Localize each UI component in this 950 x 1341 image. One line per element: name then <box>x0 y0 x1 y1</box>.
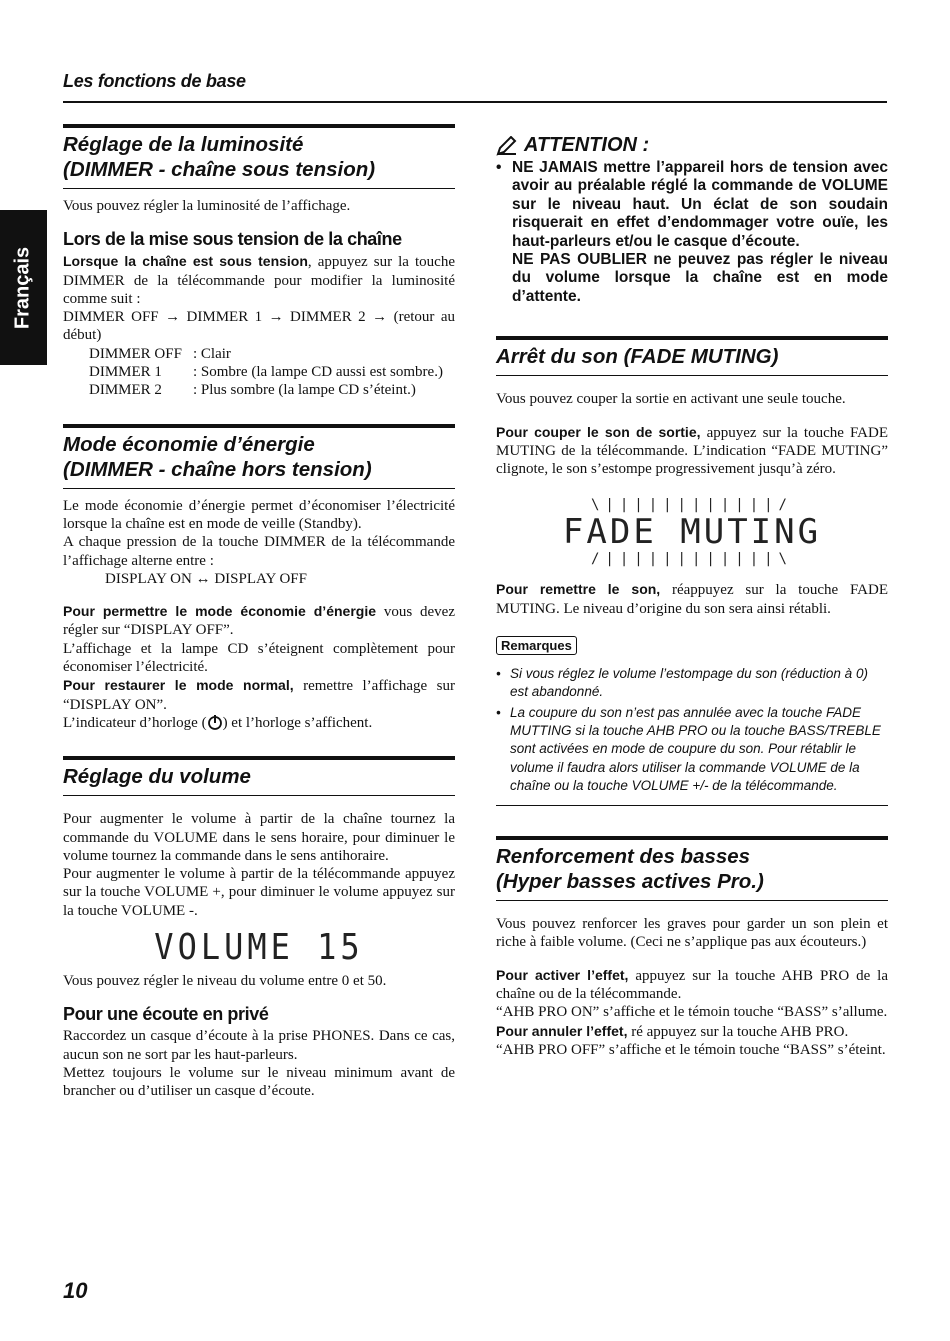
remark-text: Si vous réglez le volume l’estompage du son (réduction à 0) est abandonné. <box>510 666 868 700</box>
fade-muting-display <box>496 498 888 566</box>
bullet: • <box>496 159 502 176</box>
bullet: • <box>496 666 501 682</box>
header-rule <box>63 101 887 103</box>
bold-lead: Pour activer l’effet, <box>496 966 629 983</box>
dimmer-row <box>89 345 455 363</box>
paragraph <box>496 966 888 1004</box>
remark-item <box>496 704 888 795</box>
heading-line: Renforcement des basses <box>496 845 751 869</box>
text: remettre l’affichage sur “DISPLAY ON”. <box>63 678 455 713</box>
paragraph: “AHB PRO OFF” s’affiche et le témoin touche “BASS” s’éteint. <box>496 1041 886 1058</box>
heading-line: (DIMMER - chaîne hors tension) <box>63 457 372 481</box>
bold-lead: Lorsque la chaîne est sous tension <box>63 253 308 270</box>
attention-title: ATTENTION : <box>524 134 650 156</box>
dimmer-key: DIMMER 1 <box>89 364 162 381</box>
attention-heading <box>496 134 888 157</box>
heading-line: Réglage du volume <box>63 765 251 789</box>
paragraph <box>496 423 888 479</box>
fade-muting-text: FADE MUTING <box>562 512 822 553</box>
heading-line: (DIMMER - chaîne sous tension) <box>63 158 376 181</box>
bullet: • <box>496 704 501 720</box>
language-tab-label: Français <box>11 246 34 330</box>
bold-lead: Pour couper le son de sortie, <box>496 423 701 440</box>
paragraph: Vous pouvez renforcer les graves pour garder un son plein et riche à faible volume. (Ceci ne s’applique pas aux écouteurs.) <box>496 916 888 951</box>
paragraph: Vous pouvez couper la sortie en activant une seule touche. <box>496 391 846 408</box>
subheading: Lors de la mise sous tension de la chaîne <box>63 229 402 250</box>
paragraph: Pour augmenter le volume à partir de la chaîne tournez la commande du VOLUME dans le sens horaire, pour diminuer le volume tournez la commande dans le sens antihoraire. <box>63 811 455 864</box>
section-heading-dimmer-on <box>63 124 455 189</box>
bold-lead: Pour annuler l’effet, <box>496 1022 628 1039</box>
dimmer-key: DIMMER OFF <box>89 345 182 362</box>
blink-ticks-top: \||||||||||||/ <box>590 497 793 514</box>
dimmer-sequence: DIMMER OFF → DIMMER 1 → DIMMER 2 → (retour au début) <box>63 309 455 344</box>
text: réappuyez sur la touche FADE MUTING. Le niveau d’origine du son sera ainsi rétabli. <box>496 582 888 617</box>
left-column <box>63 124 455 1101</box>
section-heading-bass-boost <box>496 836 888 901</box>
dimmer-row <box>89 381 455 399</box>
remark-item <box>496 665 888 702</box>
heading-line: Mode économie d’énergie <box>63 432 315 456</box>
paragraph: Vous pouvez régler la luminosité de l’affichage. <box>63 198 351 214</box>
paragraph: Mettez toujours le volume sur le niveau minimum avant de brancher ou d’utiliser un casque d’écoute. <box>63 1064 455 1100</box>
running-header: Les fonctions de base <box>63 71 246 91</box>
paragraph: Le mode économie d’énergie permet d’économiser l’électricité lorsque la chaîne est en mode de veille (Standby). <box>63 497 455 532</box>
paragraph <box>496 1022 888 1041</box>
paragraph: L’affichage et la lampe CD s’éteignent complètement pour économiser l’électricité. <box>63 640 455 676</box>
remarks-label <box>496 636 577 655</box>
blink-ticks-bottom: /||||||||||||\ <box>590 551 793 568</box>
clock-power-icon <box>207 714 223 730</box>
dimmer-table <box>89 345 455 400</box>
attention-text: NE JAMAIS mettre l’appareil hors de tension avec avoir au préalable réglé la commande de VOLUME sur le niveau haut. Un éclat de son soudain risquerait en effet d’endommager votre ouïe, les haut-parleurs et/ou le casque d’écoute. <box>512 159 888 250</box>
text: ré appuyez sur la touche AHB PRO. <box>627 1023 849 1040</box>
paragraph: Raccordez un casque d’écoute à la prise PHONES. Dans ce cas, aucun son ne sort par les haut-parleurs. <box>63 1028 455 1063</box>
page-number: 10 <box>63 1278 88 1303</box>
subheading: Pour une écoute en privé <box>63 1004 269 1025</box>
bold-lead: Pour permettre le mode économie d’énergie <box>63 603 376 620</box>
attention-body <box>496 159 888 306</box>
text: , appuyez sur la touche DIMMER de la télécommande pour modifier la luminosité comme suit : <box>63 254 455 307</box>
section-heading-energy-saving <box>63 424 455 489</box>
bold-lead: Pour remettre le son, <box>496 581 661 598</box>
paragraph <box>63 252 455 308</box>
dimmer-row <box>89 363 455 381</box>
bold-lead: Pour restaurer le mode normal, <box>63 677 294 694</box>
paragraph <box>496 580 888 618</box>
remarks-label-text: Remarques <box>501 638 572 654</box>
pencil-note-icon <box>496 136 518 156</box>
paragraph: Pour augmenter le volume à partir de la télécommande appuyez sur la touche VOLUME +, pour diminuer le volume appuyez sur la touche VOLUME -. <box>63 866 455 919</box>
attention-text: NE PAS OUBLIER ne peuvez pas régler le niveau du volume lorsque la chaîne est en mode d’attente. <box>512 251 888 305</box>
display-toggle: DISPLAY ON ↔ DISPLAY OFF <box>105 570 307 587</box>
section-heading-fade-muting <box>496 336 888 376</box>
paragraph: A chaque pression de la touche DIMMER de la télécommande l’affichage alterne entre : <box>63 534 455 569</box>
paragraph: Vous pouvez régler le niveau du volume entre 0 et 50. <box>63 973 387 990</box>
dimmer-value: : Plus sombre (la lampe CD s’éteint.) <box>193 382 416 399</box>
volume-display: VOLUME 15 <box>154 926 364 968</box>
text: vous devez régler sur “DISPLAY OFF”. <box>63 604 455 639</box>
dimmer-key: DIMMER 2 <box>89 382 162 399</box>
heading-line: (Hyper basses actives Pro.) <box>496 870 764 894</box>
heading-line: Arrêt du son (FADE MUTING) <box>496 345 779 369</box>
right-column <box>496 124 888 1059</box>
paragraph <box>63 714 455 732</box>
text: L’indicateur d’horloge ( <box>63 714 207 731</box>
remark-text: La coupure du son n’est pas annulée avec la touche FADE MUTTING si la touche AHB PRO ou la touche BASS/TREBLE sont activées en mode de coupure du son. Pour rétablir le volume il faudra alors utiliser la commande VOLUME de la chaîne ou la touche VOLUME +/- de la télécommande. <box>510 704 881 793</box>
paragraph: “AHB PRO ON” s’affiche et le témoin touche “BASS” s’allume. <box>496 1004 888 1021</box>
text: appuyez sur la touche FADE MUTING de la télécommande. L’indication “FADE MUTING” clignote, le son s’estompe progressivement jusqu’à zéro. <box>496 424 889 478</box>
dimmer-value: : Sombre (la lampe CD aussi est sombre.) <box>193 364 443 381</box>
section-heading-volume <box>63 756 455 796</box>
dimmer-value: : Clair <box>193 345 231 362</box>
paragraph <box>63 676 455 714</box>
language-tab <box>0 210 47 365</box>
paragraph <box>63 602 455 640</box>
text: appuyez sur la touche AHB PRO de la chaîne ou de la télécommande. <box>496 967 889 1002</box>
heading-line: Réglage de la luminosité <box>63 133 304 156</box>
text: ) et l’horloge s’affichent. <box>222 714 373 731</box>
